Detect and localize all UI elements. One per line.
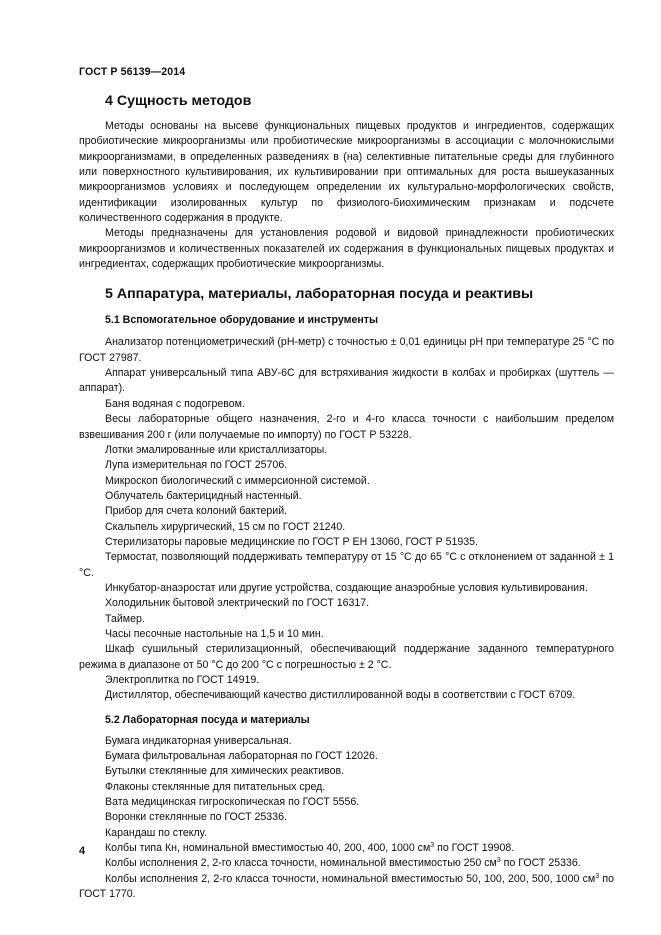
equipment-item: Скальпель хирургический, 15 см по ГОСТ 21240. <box>105 520 346 533</box>
equipment-item: Таймер. <box>105 612 145 625</box>
flask-item-standard: по ГОСТ 19908. <box>434 842 515 855</box>
equipment-item: Облучатель бактерицидный настенный. <box>105 489 302 502</box>
flask-item <box>79 856 614 871</box>
flask-list <box>79 841 614 902</box>
flask-item-standard: по ГОСТ 25336. <box>500 857 581 870</box>
subsection-5-2-heading: 5.2 Лабораторная посуда и материалы <box>105 713 310 726</box>
labware-item: Флаконы стеклянные для питательных сред. <box>105 780 326 793</box>
section-4-heading: 4 Сущность методов <box>105 93 252 109</box>
document-code-header: ГОСТ Р 56139—2014 <box>79 66 186 78</box>
section-4-paragraph-2: Методы предназначены для установления родовой и видовой принадлежности пробиотических микроорганизмов и количественных показателей их содержания в функциональных пищевых продуктах и ингредиентах, содержащих пробиотические микроорганизмы. <box>79 227 614 271</box>
flask-item-standard: по ГОСТ 1770. <box>79 872 614 901</box>
equipment-item: Холодильник бытовой электрический по ГОСТ 16317. <box>105 597 370 610</box>
flask-item-text: Колбы типа Кн, номинальной вместимостью 40, 200, 400, 1000 см <box>105 842 431 855</box>
flask-item-text: Колбы исполнения 2, 2-го класса точности, номинальной вместимостью 250 см <box>105 857 497 870</box>
labware-item: Бумага индикаторная универсальная. <box>105 734 292 747</box>
page-content <box>79 92 614 902</box>
equipment-item: Лотки эмалированные или кристаллизаторы. <box>105 443 328 456</box>
equipment-item: Аппарат универсальный типа АВУ-6С для встряхивания жидкости в колбах и пробирках (шуттель — аппарат). <box>79 367 614 395</box>
labware-item: Карандаш по стеклу. <box>105 826 207 839</box>
cubic-superscript: 3 <box>496 857 501 865</box>
equipment-item: Инкубатор-анаэростат или другие устройства, создающие анаэробные условия культивирования. <box>105 581 588 594</box>
equipment-item: Шкаф сушильный стерилизационный, обеспечивающий поддержание заданного температурного режима в диапазоне от 50 °С до 200 °С с погрешностью ± 2 °С. <box>79 643 614 671</box>
labware-item: Воронки стеклянные по ГОСТ 25336. <box>105 811 287 824</box>
equipment-item: Прибор для счета колоний бактерий. <box>105 505 288 518</box>
equipment-item: Лупа измерительная по ГОСТ 25706. <box>105 459 288 472</box>
flask-item <box>79 872 614 903</box>
cubic-superscript: 3 <box>595 872 600 880</box>
equipment-list <box>79 335 614 703</box>
page-number: 4 <box>79 845 86 857</box>
labware-item: Бутылки стеклянные для химических реактивов. <box>105 765 345 778</box>
equipment-item: Микроскоп биологический с иммерсионной системой. <box>105 474 370 487</box>
section-4-paragraph-1: Методы основаны на высеве функциональных пищевых продуктов и ингредиентов, содержащих пробиотические микроорганизмы или пробиотические микроорганизмы в ассоциации с молочнокислыми микроорганизмами, в определенных разведениях в (на) селективные питательные среды для глубинного или поверхностного культивирования, их культивировании при оптимальных для роста вышеуказанных микроорганизмов условиях и последующем определении их культурально-морфологических свойств, идентификации изолированных культур по физиолого-биохимическим признакам и подсчете количественного содержания в продукте. <box>79 120 614 225</box>
equipment-item: Часы песочные настольные на 1,5 и 10 мин. <box>105 627 324 640</box>
flask-item-text: Колбы исполнения 2, 2-го класса точности, номинальной вместимостью 50, 100, 200, 500, 1000 см <box>105 872 596 885</box>
labware-list <box>79 734 614 841</box>
flask-item <box>79 841 614 856</box>
subsection-5-1-heading: 5.1 Вспомогательное оборудование и инструменты <box>105 314 378 327</box>
labware-item: Вата медицинская гигроскопическая по ГОСТ 5556. <box>105 796 360 809</box>
equipment-item: Баня водяная с подогревом. <box>105 397 245 410</box>
equipment-item: Дистиллятор, обеспечивающий качество дистиллированной воды в соответствии с ГОСТ 6709. <box>105 689 576 702</box>
equipment-item: Стерилизаторы паровые медицинские по ГОСТ Р ЕН 13060, ГОСТ Р 51935. <box>105 535 479 548</box>
section-5-heading: 5 Аппаратура, материалы, лабораторная посуда и реактивы <box>105 286 534 303</box>
cubic-superscript: 3 <box>430 842 435 850</box>
equipment-item: Термостат, позволяющий поддерживать температуру от 15 °С до 65 °С с отклонением от заданной ± 1 °С. <box>79 551 614 579</box>
equipment-item: Весы лабораторные общего назначения, 2-го и 4-го класса точности с наибольшим пределом взвешивания 200 г (или получаемые по импорту) по ГОСТ Р 53228. <box>79 413 614 441</box>
equipment-item: Электроплитка по ГОСТ 14919. <box>105 674 260 686</box>
labware-item: Бумага фильтровальная лабораторная по ГОСТ 12026. <box>105 750 378 763</box>
equipment-item: Анализатор потенциометрический (рН-метр) с точностью ± 0,01 единицы рН при температуре 25 °С по ГОСТ 27987. <box>79 336 614 364</box>
